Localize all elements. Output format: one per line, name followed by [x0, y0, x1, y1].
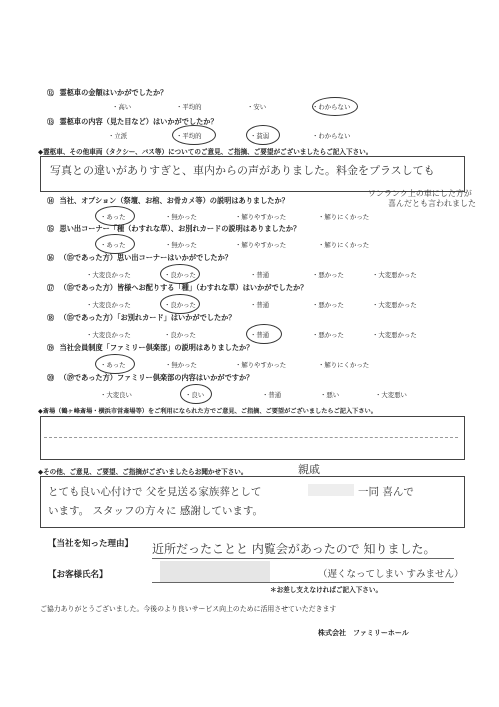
thanks-text: ご協力ありがとうございました。今後のより良いサービス向上のために活用させていただきます	[40, 605, 337, 613]
option[interactable]: ・解りにくかった	[318, 213, 370, 221]
options-12	[0, 102, 499, 112]
option[interactable]: ・悪い	[320, 391, 340, 399]
question-number: ⑲	[47, 344, 54, 352]
option[interactable]: ・大変悪かった	[372, 331, 417, 339]
hearse-other-prompt: ◆霊柩車、その他車両（タクシー、バス等）についてのご意見、ご指摘、ご要望がございましたらご記入下さい。	[38, 148, 373, 156]
option[interactable]: ・悪かった	[312, 301, 344, 309]
option[interactable]: ・大変悪かった	[372, 271, 417, 279]
question-number: ⑭	[47, 197, 54, 205]
name-footnote: ＊お差し支えなければご記入下さい。	[270, 586, 383, 594]
question-15	[44, 224, 300, 234]
question-text: 当社会員制度「ファミリー倶楽部」の説明はありましたか？	[59, 343, 254, 352]
question-16	[44, 253, 232, 263]
reason-answer: 近所だったことと 内覧会があったので 知りました。	[152, 542, 436, 556]
option[interactable]: ・大変良かった	[86, 271, 131, 279]
question-12	[44, 88, 167, 98]
option[interactable]: ・無かった	[165, 241, 197, 249]
option[interactable]: ・大変良かった	[86, 301, 131, 309]
option[interactable]: ・解りやすかった	[235, 213, 287, 221]
selected-circle	[95, 354, 135, 374]
option[interactable]: ・解りにくかった	[318, 361, 370, 369]
divider	[44, 437, 458, 438]
option[interactable]: ・普通	[250, 331, 270, 339]
question-text: （⑮であった方）「お別れカード」はいかがでしたか？	[59, 313, 236, 322]
other-answer-line1: とても良い心付けで 父を見送る家族葬として	[48, 486, 262, 498]
option[interactable]: ・悪かった	[312, 271, 344, 279]
question-18	[44, 313, 236, 323]
option[interactable]: ・あった	[100, 213, 126, 221]
question-19	[44, 343, 253, 353]
question-text: （⑮であった方）皆様へお配りする「種」（わすれな草）はいかがでしたか？	[59, 283, 308, 292]
question-number: ⑰	[47, 284, 54, 292]
option[interactable]: ・良かった	[164, 301, 196, 309]
question-text: 思い出コーナー「種（わすれな草）、お別れカードの説明はありましたか？	[59, 224, 301, 233]
selected-circle	[246, 125, 280, 145]
question-number: ⑱	[47, 314, 54, 322]
option[interactable]: ・解りやすかった	[235, 361, 287, 369]
question-20	[44, 373, 253, 383]
option[interactable]: ・解りにくかった	[318, 241, 370, 249]
option[interactable]: ・わからない	[312, 132, 351, 140]
other-answer-line2: います。 スタッフの方々に 感謝しています。	[48, 505, 263, 517]
question-17	[44, 283, 307, 293]
selected-circle	[160, 294, 200, 314]
relation-note: 親戚	[298, 463, 320, 476]
question-text: 当社、オプション（祭壇、お棺、お骨カメ等）の説明はありましたか？	[59, 196, 289, 205]
selected-circle	[172, 125, 216, 145]
company-name: 株式会社 ファミリーホール	[318, 629, 409, 637]
options-15	[0, 240, 499, 250]
selected-circle	[180, 384, 212, 404]
option[interactable]: ・平均的	[176, 132, 202, 140]
redacted-area	[308, 484, 354, 496]
name-note: （遅くなってしまい すみません）	[318, 569, 464, 580]
option[interactable]: ・普通	[250, 301, 270, 309]
option[interactable]: ・平均的	[176, 103, 202, 111]
option[interactable]: ・解りやすかった	[235, 241, 287, 249]
options-14	[0, 212, 499, 222]
option[interactable]: ・普通	[250, 271, 270, 279]
options-16	[0, 270, 499, 280]
other-prompt: ◆その他、ご意見、ご要望、ご指摘がございましたらお聞かせ下さい。	[38, 468, 248, 476]
option[interactable]: ・普通	[262, 391, 282, 399]
catering-prompt: ◆斎場（鶴ヶ峰斎場・横浜市営斎場等）をご利用になられた方でご意見、ご指摘、ご要望がございましたらご記入下さい。	[38, 408, 377, 415]
selected-circle	[95, 206, 135, 226]
question-text: 霊柩車の金額はいかがでしたか？	[59, 88, 168, 97]
name-underline[interactable]	[152, 582, 454, 583]
option[interactable]: ・あった	[100, 241, 126, 249]
option[interactable]: ・良かった	[164, 331, 196, 339]
selected-circle	[160, 264, 200, 284]
option[interactable]: ・無かった	[165, 361, 197, 369]
option[interactable]: ・大変悪い	[375, 391, 407, 399]
selected-circle	[95, 234, 135, 254]
name-label: 【お客様氏名】	[48, 570, 108, 580]
option[interactable]: ・高い	[112, 103, 132, 111]
option[interactable]: ・わからない	[312, 103, 351, 111]
option[interactable]: ・安い	[247, 103, 267, 111]
question-number: ⑮	[47, 225, 54, 233]
option[interactable]: ・あった	[100, 361, 126, 369]
option[interactable]: ・良かった	[164, 271, 196, 279]
question-number: ⑯	[47, 254, 54, 262]
option-note-line2: 喜んだとも言われました	[388, 199, 476, 208]
option[interactable]: ・良い	[185, 391, 205, 399]
option[interactable]: ・無かった	[165, 213, 197, 221]
question-text: （⑲であった方）ファミリー倶楽部の内容はいかがですか？	[59, 373, 254, 382]
question-number: ⑳	[47, 374, 54, 382]
question-text: 霊柩車の内容（見た目など）はいかがでしたか？	[59, 117, 218, 126]
other-answer-line1b: 一同 喜んで	[358, 486, 414, 498]
hearse-comment-answer: 写真との違いがありすぎと、車内からの声がありました。料金をプラスしても	[50, 164, 435, 177]
catering-comment-box[interactable]	[40, 416, 465, 460]
selected-circle	[312, 97, 358, 116]
option-note-line1: ワンランク上の車にした方が	[368, 189, 472, 198]
options-20	[0, 390, 499, 400]
option[interactable]: ・立派	[108, 132, 128, 140]
question-number: ⑬	[47, 118, 54, 126]
redacted-name	[160, 561, 270, 583]
option[interactable]: ・大変良い	[100, 391, 132, 399]
question-14	[44, 196, 289, 206]
option[interactable]: ・悪かった	[312, 331, 344, 339]
selected-circle	[246, 324, 282, 344]
reason-label: 【当社を知った理由】	[48, 539, 134, 549]
reason-underline	[152, 558, 454, 559]
options-17	[0, 300, 499, 310]
options-19	[0, 360, 499, 370]
option[interactable]: ・貧弱	[250, 132, 270, 140]
option[interactable]: ・大変良かった	[86, 331, 131, 339]
question-text: （⑮であった方）思い出コーナーはいかがでしたか？	[59, 253, 232, 262]
question-number: ⑫	[47, 89, 54, 97]
option[interactable]: ・大変悪かった	[372, 301, 417, 309]
